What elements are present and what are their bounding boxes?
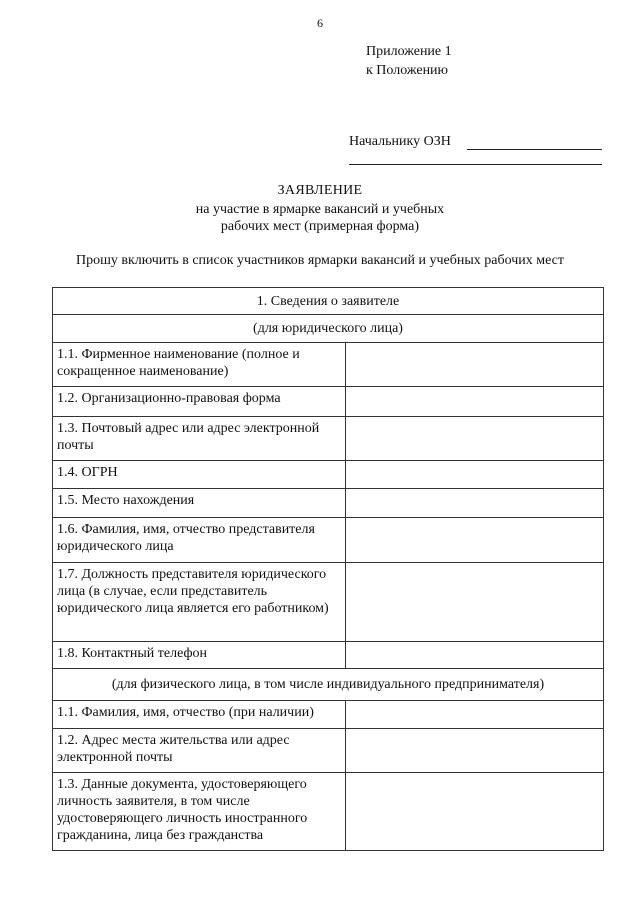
form-row-value[interactable] bbox=[346, 343, 604, 387]
document-title: ЗАЯВЛЕНИЕ bbox=[277, 183, 363, 198]
legal-entity-header: (для юридического лица) bbox=[53, 315, 604, 343]
form-row-value[interactable] bbox=[346, 563, 604, 642]
request-text: Прошу включить в список участников ярмарки вакансий и учебных рабочих мест bbox=[75, 253, 564, 268]
form-row-value[interactable] bbox=[346, 387, 604, 417]
form-row-label: 1.4. ОГРН bbox=[53, 461, 346, 489]
appendix-reference: к Положению bbox=[366, 63, 449, 78]
form-row-value[interactable] bbox=[346, 701, 604, 729]
form-row-value[interactable] bbox=[346, 773, 604, 851]
form-row-label: 1.3. Почтовый адрес или адрес электронной почты bbox=[53, 417, 346, 461]
form-row-value[interactable] bbox=[346, 417, 604, 461]
form-row-label: 1.5. Место нахождения bbox=[53, 489, 346, 518]
form-row-label: 1.3. Данные документа, удостоверяющего личность заявителя, в том числе удостоверяющего личность иностранного гражданина, лица без гражданства bbox=[53, 773, 346, 851]
section-header: 1. Сведения о заявителе bbox=[53, 288, 604, 315]
applicant-form-table bbox=[52, 287, 604, 851]
form-row-value[interactable] bbox=[346, 461, 604, 489]
form-row-label: 1.6. Фамилия, имя, отчество представителя юридического лица bbox=[53, 518, 346, 563]
form-row-value[interactable] bbox=[346, 518, 604, 563]
form-row-value[interactable] bbox=[346, 642, 604, 669]
appendix-label: Приложение 1 bbox=[366, 44, 452, 59]
form-row-value[interactable] bbox=[346, 729, 604, 773]
addressee-blank-line[interactable] bbox=[467, 149, 602, 150]
page-number: 6 bbox=[317, 16, 323, 30]
document-subtitle-line1: на участие в ярмарке вакансий и учебных bbox=[195, 202, 445, 217]
form-row-label: 1.8. Контактный телефон bbox=[53, 642, 346, 669]
form-row-label: 1.1. Фамилия, имя, отчество (при наличии) bbox=[53, 701, 346, 729]
addressee-blank-line-2[interactable] bbox=[349, 164, 602, 165]
form-row-label: 1.2. Организационно-правовая форма bbox=[53, 387, 346, 417]
individual-header: (для физического лица, в том числе индивидуального предпринимателя) bbox=[53, 669, 604, 701]
form-row-label: 1.2. Адрес места жительства или адрес электронной почты bbox=[53, 729, 346, 773]
form-row-label: 1.1. Фирменное наименование (полное и сокращенное наименование) bbox=[53, 343, 346, 387]
document-subtitle-line2: рабочих мест (примерная форма) bbox=[220, 219, 420, 234]
form-row-value[interactable] bbox=[346, 489, 604, 518]
addressee-label: Начальнику ОЗН bbox=[349, 134, 451, 149]
form-row-label: 1.7. Должность представителя юридического лица (в случае, если представитель юридического лица является его работником) bbox=[53, 563, 346, 642]
